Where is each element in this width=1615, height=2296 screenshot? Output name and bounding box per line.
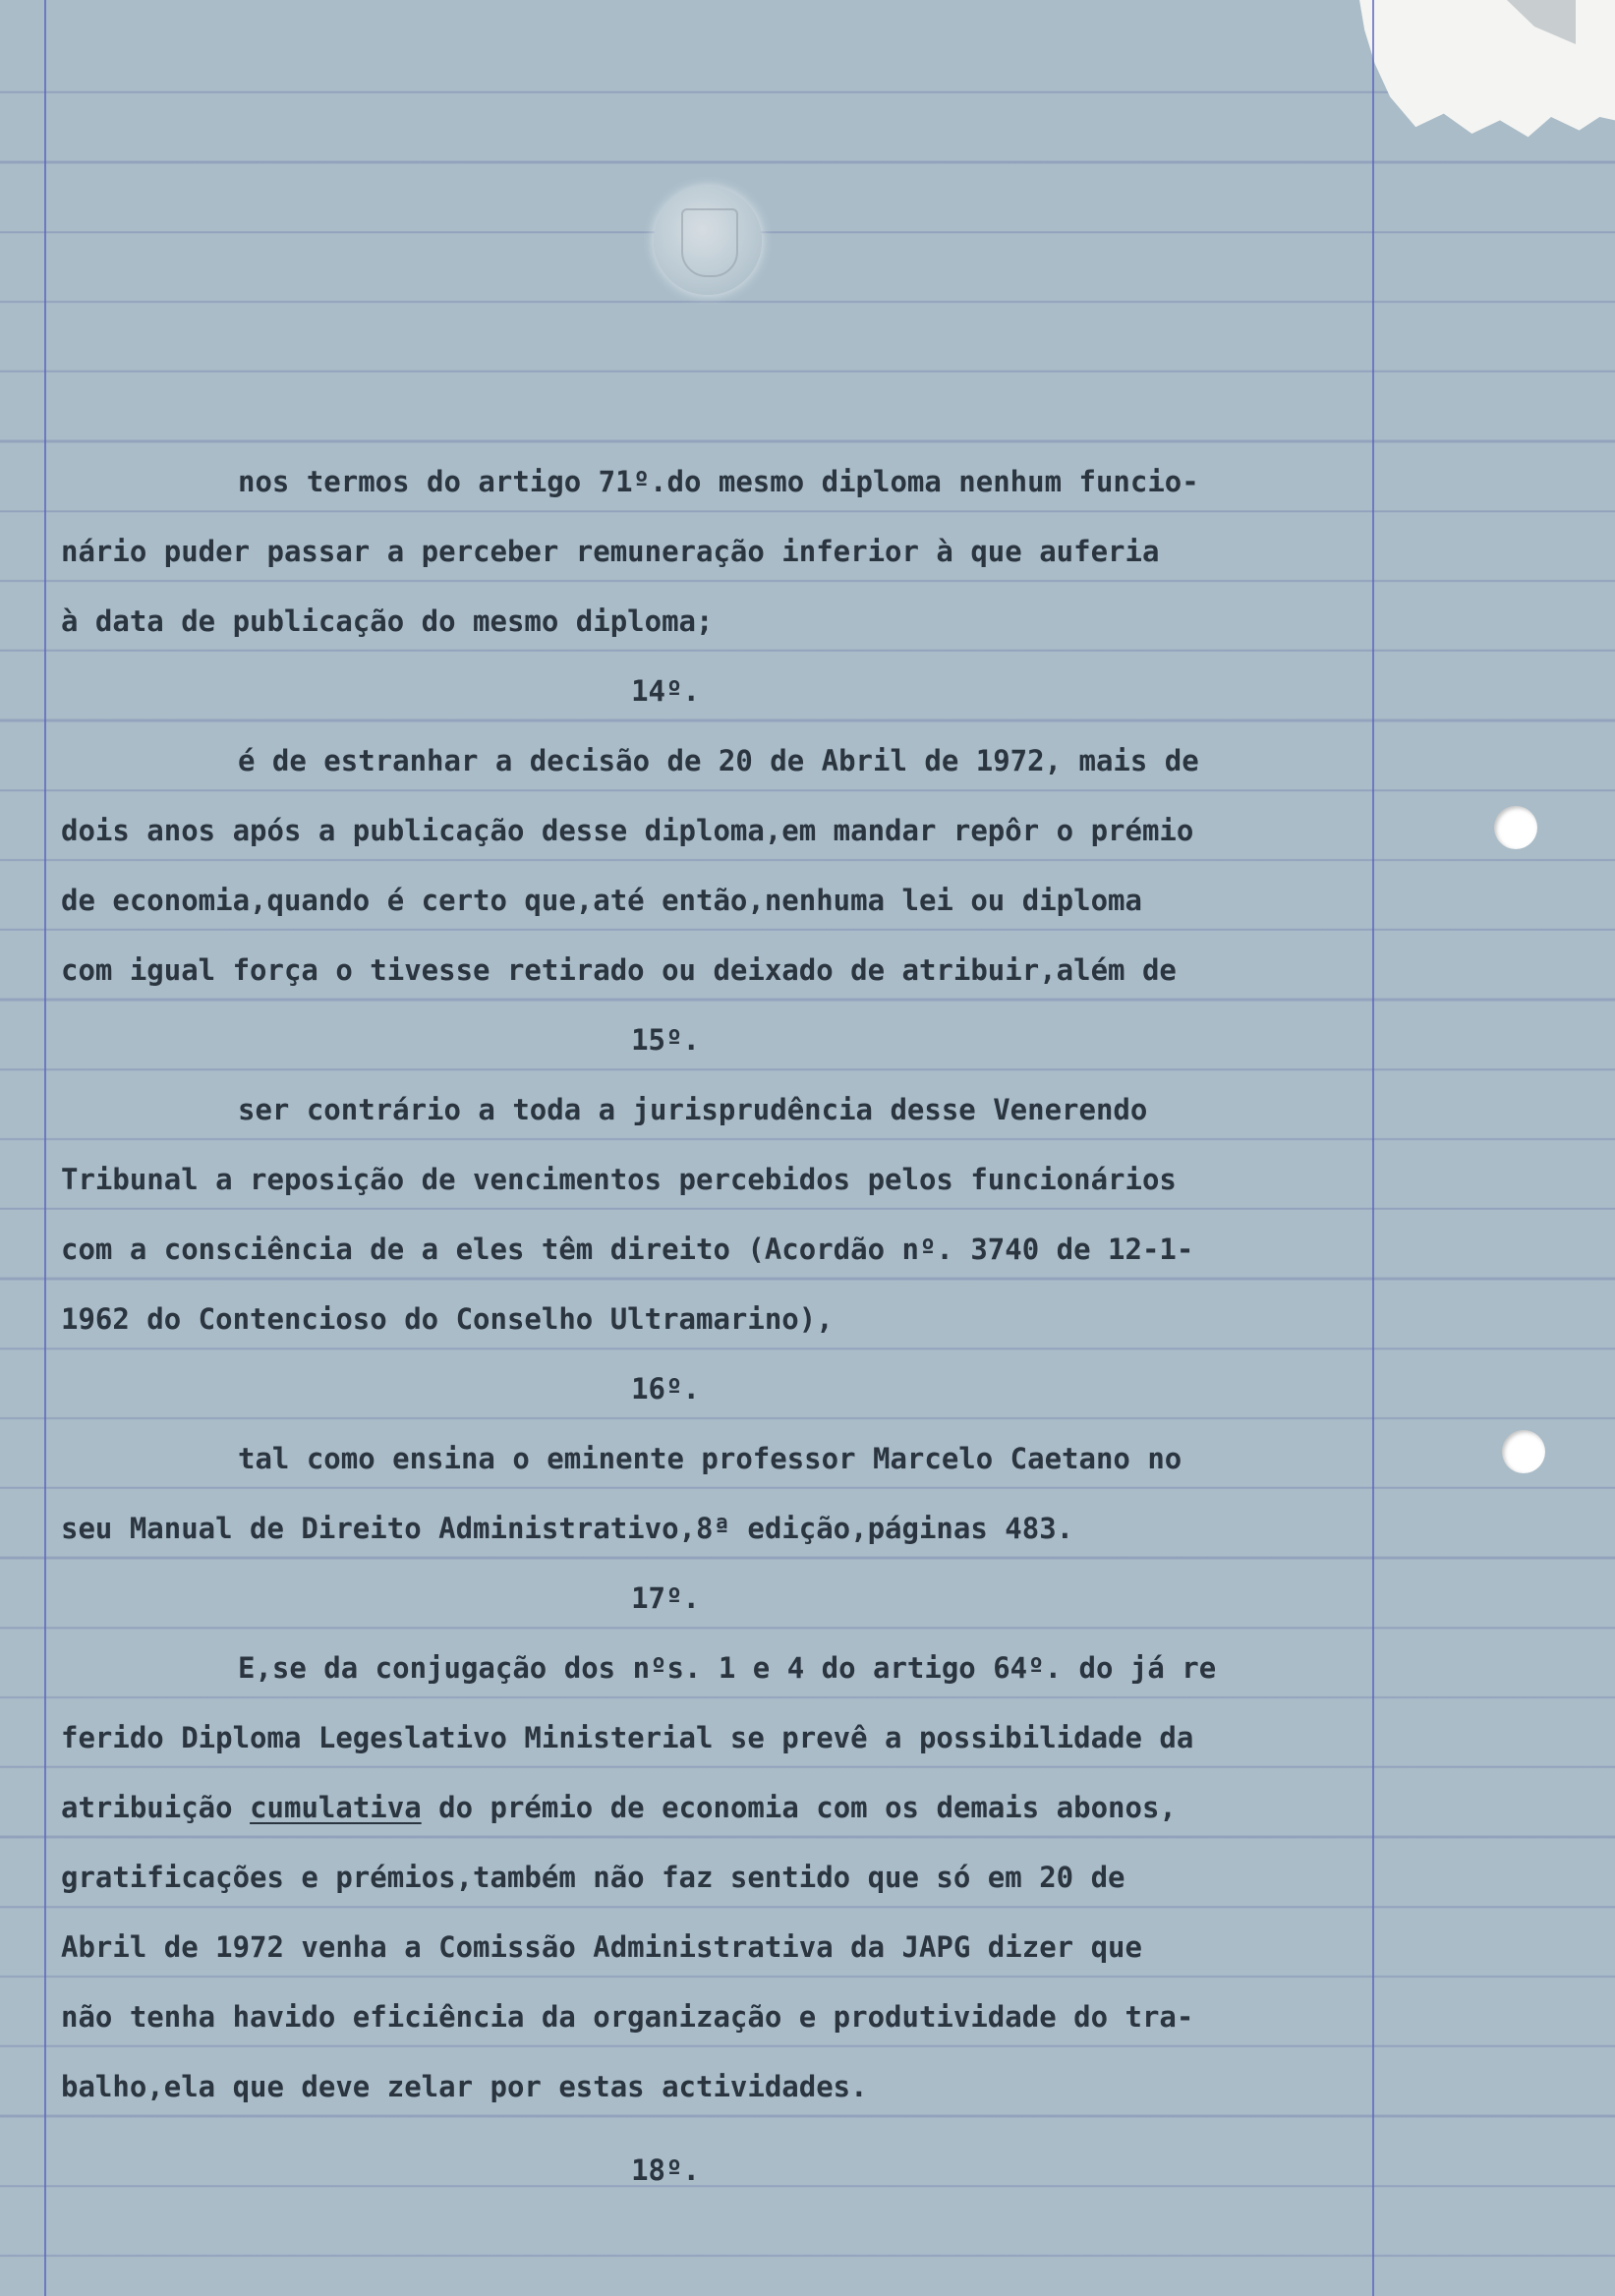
text-line: nário puder passar a perceber remuneração inferior à que auferia [61,535,1160,568]
text-line: é de estranhar a decisão de 20 de Abril de 1972, mais de [238,744,1199,777]
paragraph-number: 16º. [631,1372,700,1406]
text-line: Abril de 1972 venha a Comissão Administrativa da JAPG dizer que [61,1930,1142,1964]
text-line: não tenha havido eficiência da organização e produtividade do tra- [61,2000,1194,2034]
text-line: tal como ensina o eminente professor Marcelo Caetano no [238,1442,1182,1475]
text-line: de economia,quando é certo que,até então,nenhuma lei ou diploma [61,884,1142,917]
document-body [61,447,1378,2206]
paragraph-number: 18º. [631,2153,700,2187]
text-line: balho,ela que deve zelar por estas actividades. [61,2070,868,2103]
text-segment: atribuição [61,1791,251,1824]
text-line: Tribunal a reposição de vencimentos percebidos pelos funcionários [61,1163,1177,1196]
punch-hole-icon [1502,1430,1545,1473]
text-line: gratificações e prémios,também não faz sentido que só em 20 de [61,1861,1125,1894]
text-line: E,se da conjugação dos nºs. 1 e 4 do artigo 64º. do já re [238,1651,1217,1685]
text-line: com igual força o tivesse retirado ou deixado de atribuir,além de [61,953,1177,987]
underlined-word: cumulativa [250,1791,422,1824]
seal-crest [681,208,738,277]
torn-corner [1359,0,1615,167]
text-line: seu Manual de Direito Administrativo,8ª edição,páginas 483. [61,1512,1074,1545]
paragraph-number: 17º. [631,1581,700,1615]
text-line: nos termos do artigo 71º.do mesmo diploma nenhum funcio- [238,465,1199,498]
text-line: 1962 do Contencioso do Conselho Ultramarino), [61,1302,834,1336]
text-line: com a consciência de a eles têm direito (Acordão nº. 3740 de 12-1- [61,1233,1194,1266]
text-segment: do prémio de economia com os demais abonos, [421,1791,1177,1824]
text-line: à data de publicação do mesmo diploma; [61,604,714,638]
text-line [61,1773,1378,1843]
paragraph-number: 15º. [631,1023,700,1057]
text-line: ser contrário a toda a jurisprudência desse Venerendo [238,1093,1148,1126]
text-line: dois anos após a publicação desse diploma,em mandar repôr o prémio [61,814,1194,847]
text-line: ferido Diploma Legeslativo Ministerial se prevê a possibilidade da [61,1721,1194,1754]
paragraph-number: 14º. [631,674,700,708]
left-margin-line [44,0,46,2296]
punch-hole-icon [1494,806,1537,849]
embossed-seal-icon [654,187,762,295]
